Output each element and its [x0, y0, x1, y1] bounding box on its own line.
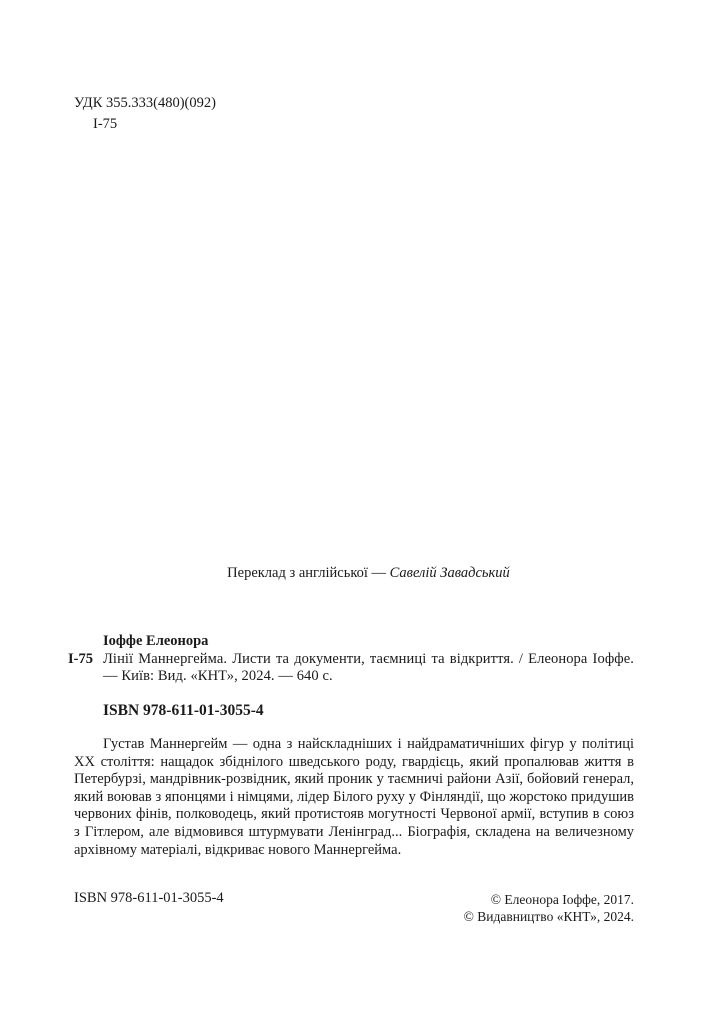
book-abstract: Густав Маннергейм — одна з найскладніших і найдраматичніших фігур у політиці XX століття: нащадок збіднілого шведського роду, гвардієць, який пропалював життя в Петербурзі, мандрівник-розвідник, який проник у таємничі райони Азії, бойовий генерал, який воював з японцями і німцями, лідер Білого руху у Фінляндії, що жорстоко придушив червоних фінів, полководець, який протистояв могутності Червоної армії, вступив в союз з Гітлером, але відмовився штурмувати Ленінград... Біографія, складена на величезному архівному матеріалі, відкриває нового Маннергейма. — [74, 736, 634, 858]
translator-name: Савелій Завадський — [389, 565, 510, 581]
catalog-title: Лінії Маннергейма. Листи та документи, таємниці та відкриття. / Елеонора Іоффе. — Київ: Вид. «КНТ», 2024. — 640 с. — [103, 651, 634, 684]
catalog-isbn: ISBN 978-611-01-3055-4 — [103, 702, 264, 719]
udk-code: УДК 355.333(480)(092) — [74, 95, 216, 111]
copyright-publisher: © Видавництво «КНТ», 2024. — [463, 908, 634, 924]
author-mark: І-75 — [93, 116, 118, 132]
footer-isbn: ISBN 978-611-01-3055-4 — [74, 890, 224, 906]
catalog-author: Іоффе Елеонора — [103, 633, 209, 649]
translation-credit — [0, 565, 707, 582]
copyright-author: © Елеонора Іоффе, 2017. — [490, 892, 634, 907]
copyright-block — [464, 892, 634, 925]
catalog-code: І-75 — [68, 651, 93, 667]
translation-prefix: Переклад з англійської — — [227, 565, 390, 581]
